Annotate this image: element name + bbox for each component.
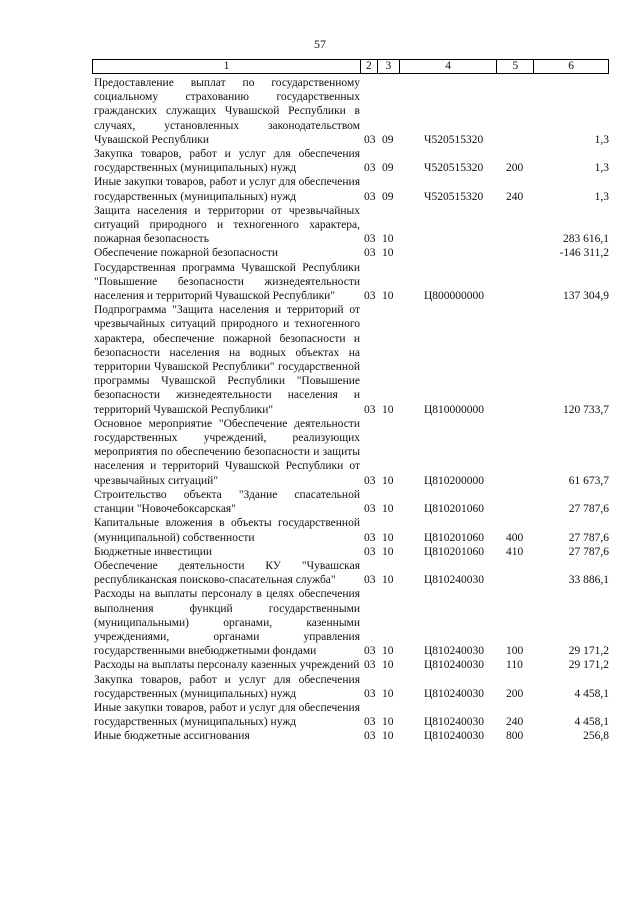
row-section: 03 [364,659,376,672]
row-amount: 29 171,2 [568,659,609,672]
row-name: Основное мероприятие "Обеспечение деятельности государственных учреждений, реализующих мероприятия по обеспечению безопасности и защиты населения и территорий Чувашской Республики от чрезвычайных ситуаций" [94,417,360,487]
row-subsection: 10 [382,247,394,260]
row-target-item: Ц810201060 [424,545,485,558]
row-section: 03 [364,247,376,260]
row-name: Подпрограмма "Защита населения и территорий от чрезвычайных ситуаций природного и техногенного характера, обеспечение пожарной безопасности и безопасности населения на водных объектах на территории Чувашской Республики" государственной программы Чувашской Республики "Повышение безопасности жизнедеятельности населения и территорий Чувашской Республики" [94,304,360,416]
row-target-item: Ц810240030 [424,574,485,587]
column-header-3: 3 [377,60,399,73]
row-subsection: 10 [382,716,394,729]
row-subsection: 10 [382,574,394,587]
row-section: 03 [364,162,376,175]
table-row [94,673,609,701]
row-section: 03 [364,716,376,729]
row-section: 03 [364,545,376,558]
row-subsection: 10 [382,531,394,544]
row-subsection: 10 [382,474,394,487]
row-name: Расходы на выплаты персоналу в целях обеспечения выполнения функций государственными (муниципальными) органами, казенными учреждениями, органами управления государственными внебюджетными фондами [94,588,360,658]
row-subsection: 10 [382,730,394,743]
table-row [94,303,609,417]
row-expense-type: 110 [506,659,523,672]
table-row [94,76,609,147]
row-subsection: 10 [382,233,394,246]
row-target-item: Ц810201060 [424,503,485,516]
table-row [94,417,609,488]
table-row [94,204,609,247]
row-expense-type: 800 [506,730,524,743]
row-expense-type: 200 [506,162,524,175]
row-name: Закупка товаров, работ и услуг для обеспечения государственных (муниципальных) нужд [94,148,360,175]
row-subsection: 10 [382,687,394,700]
row-target-item: Ц810240030 [424,645,485,658]
row-section: 03 [364,574,376,587]
row-target-item: Ч520515320 [424,133,484,146]
row-expense-type: 400 [506,531,524,544]
table-header [92,59,609,74]
table-row [94,175,609,203]
row-section: 03 [364,531,376,544]
row-subsection: 10 [382,503,394,516]
row-target-item: Ц810240030 [424,687,485,700]
row-name: Строительство объекта "Здание спасательной станции "Новочебоксарская" [94,488,360,516]
column-header-1: 1 [223,60,230,72]
row-section: 03 [364,133,376,146]
row-amount: 27 787,6 [568,531,609,544]
table-row [94,246,609,260]
row-name: Капитальные вложения в объекты государственной (муниципальной) собственности [94,517,360,544]
row-subsection: 10 [382,645,394,658]
row-name: Обеспечение деятельности КУ "Чувашская республиканская поисково-спасательная служба" [94,559,360,587]
row-expense-type: 200 [506,687,524,700]
row-section: 03 [364,403,376,416]
row-name: Государственная программа Чувашской Республики "Повышение безопасности жизнедеятельности населения и территорий Чувашской Республики" [94,261,360,303]
row-amount: 61 673,7 [568,474,609,487]
row-amount: 33 886,1 [568,574,609,587]
row-section: 03 [364,503,376,516]
row-amount: -146 311,2 [559,247,609,260]
row-target-item: Ц810200000 [424,474,485,487]
row-name: Иные закупки товаров, работ и услуг для обеспечения государственных (муниципальных) нужд [94,701,360,729]
page-number: 57 [314,37,326,51]
row-amount: 27 787,6 [568,503,609,516]
row-target-item: Ц810000000 [424,403,485,416]
table-row [94,516,609,544]
row-expense-type: 410 [506,545,524,558]
row-name: Иные закупки товаров, работ и услуг для обеспечения государственных (муниципальных) нужд [94,176,360,203]
row-amount: 137 304,9 [563,290,609,303]
table-row [94,559,609,587]
row-amount: 4 458,1 [574,687,609,700]
row-name: Закупка товаров, работ и услуг для обеспечения государственных (муниципальных) нужд [94,673,360,700]
row-section: 03 [364,687,376,700]
row-name: Бюджетные инвестиции [94,545,213,558]
row-subsection: 09 [382,190,394,203]
row-section: 03 [364,730,376,743]
table-row [94,701,609,729]
row-name: Расходы на выплаты персоналу казенных учреждений [94,659,360,672]
row-amount: 27 787,6 [568,545,609,558]
row-subsection: 09 [382,133,394,146]
row-name: Защита населения и территории от чрезвычайных ситуаций природного и техногенного характера, пожарная безопасность [94,204,360,246]
row-section: 03 [364,645,376,658]
row-subsection: 10 [382,659,394,672]
row-target-item: Ц810201060 [424,531,485,544]
row-section: 03 [364,290,376,303]
row-subsection: 10 [382,545,394,558]
column-header-6: 6 [533,60,608,73]
row-amount: 1,3 [594,133,609,146]
row-expense-type: 240 [506,716,524,729]
table-row [94,729,609,743]
table-row [94,147,609,175]
row-expense-type: 100 [506,645,524,658]
row-amount: 1,3 [594,162,609,175]
column-header-2: 2 [360,60,377,73]
row-target-item: Ц810240030 [424,730,485,743]
row-subsection: 10 [382,403,394,416]
row-section: 03 [364,190,376,203]
table-row [94,545,609,559]
row-expense-type: 240 [506,190,524,203]
column-header-5: 5 [496,60,533,73]
table-row [94,488,609,516]
table-row [94,261,609,304]
row-amount: 4 458,1 [574,716,609,729]
table-body [94,76,609,744]
table-row [94,658,609,672]
row-target-item: Ц810240030 [424,716,485,729]
row-target-item: Ц810240030 [424,659,485,672]
row-name: Предоставление выплат по государственному социальному страхованию государственных гражданских служащих Чувашской Республики в случаях, установленных законодательством Чувашской Республики [94,77,360,146]
row-target-item: Ц800000000 [424,290,485,303]
row-amount: 1,3 [594,190,609,203]
row-amount: 29 171,2 [568,645,609,658]
row-section: 03 [364,233,376,246]
row-name: Обеспечение пожарной безопасности [94,247,279,260]
row-name: Иные бюджетные ассигнования [94,730,250,743]
row-amount: 283 616,1 [563,233,609,246]
table-row [94,587,609,658]
row-amount: 120 733,7 [563,403,609,416]
column-header-4: 4 [399,60,497,73]
row-subsection: 09 [382,162,394,175]
row-target-item: Ч520515320 [424,162,484,175]
row-amount: 256,8 [583,730,609,743]
row-subsection: 10 [382,290,394,303]
row-target-item: Ч520515320 [424,190,484,203]
row-section: 03 [364,474,376,487]
